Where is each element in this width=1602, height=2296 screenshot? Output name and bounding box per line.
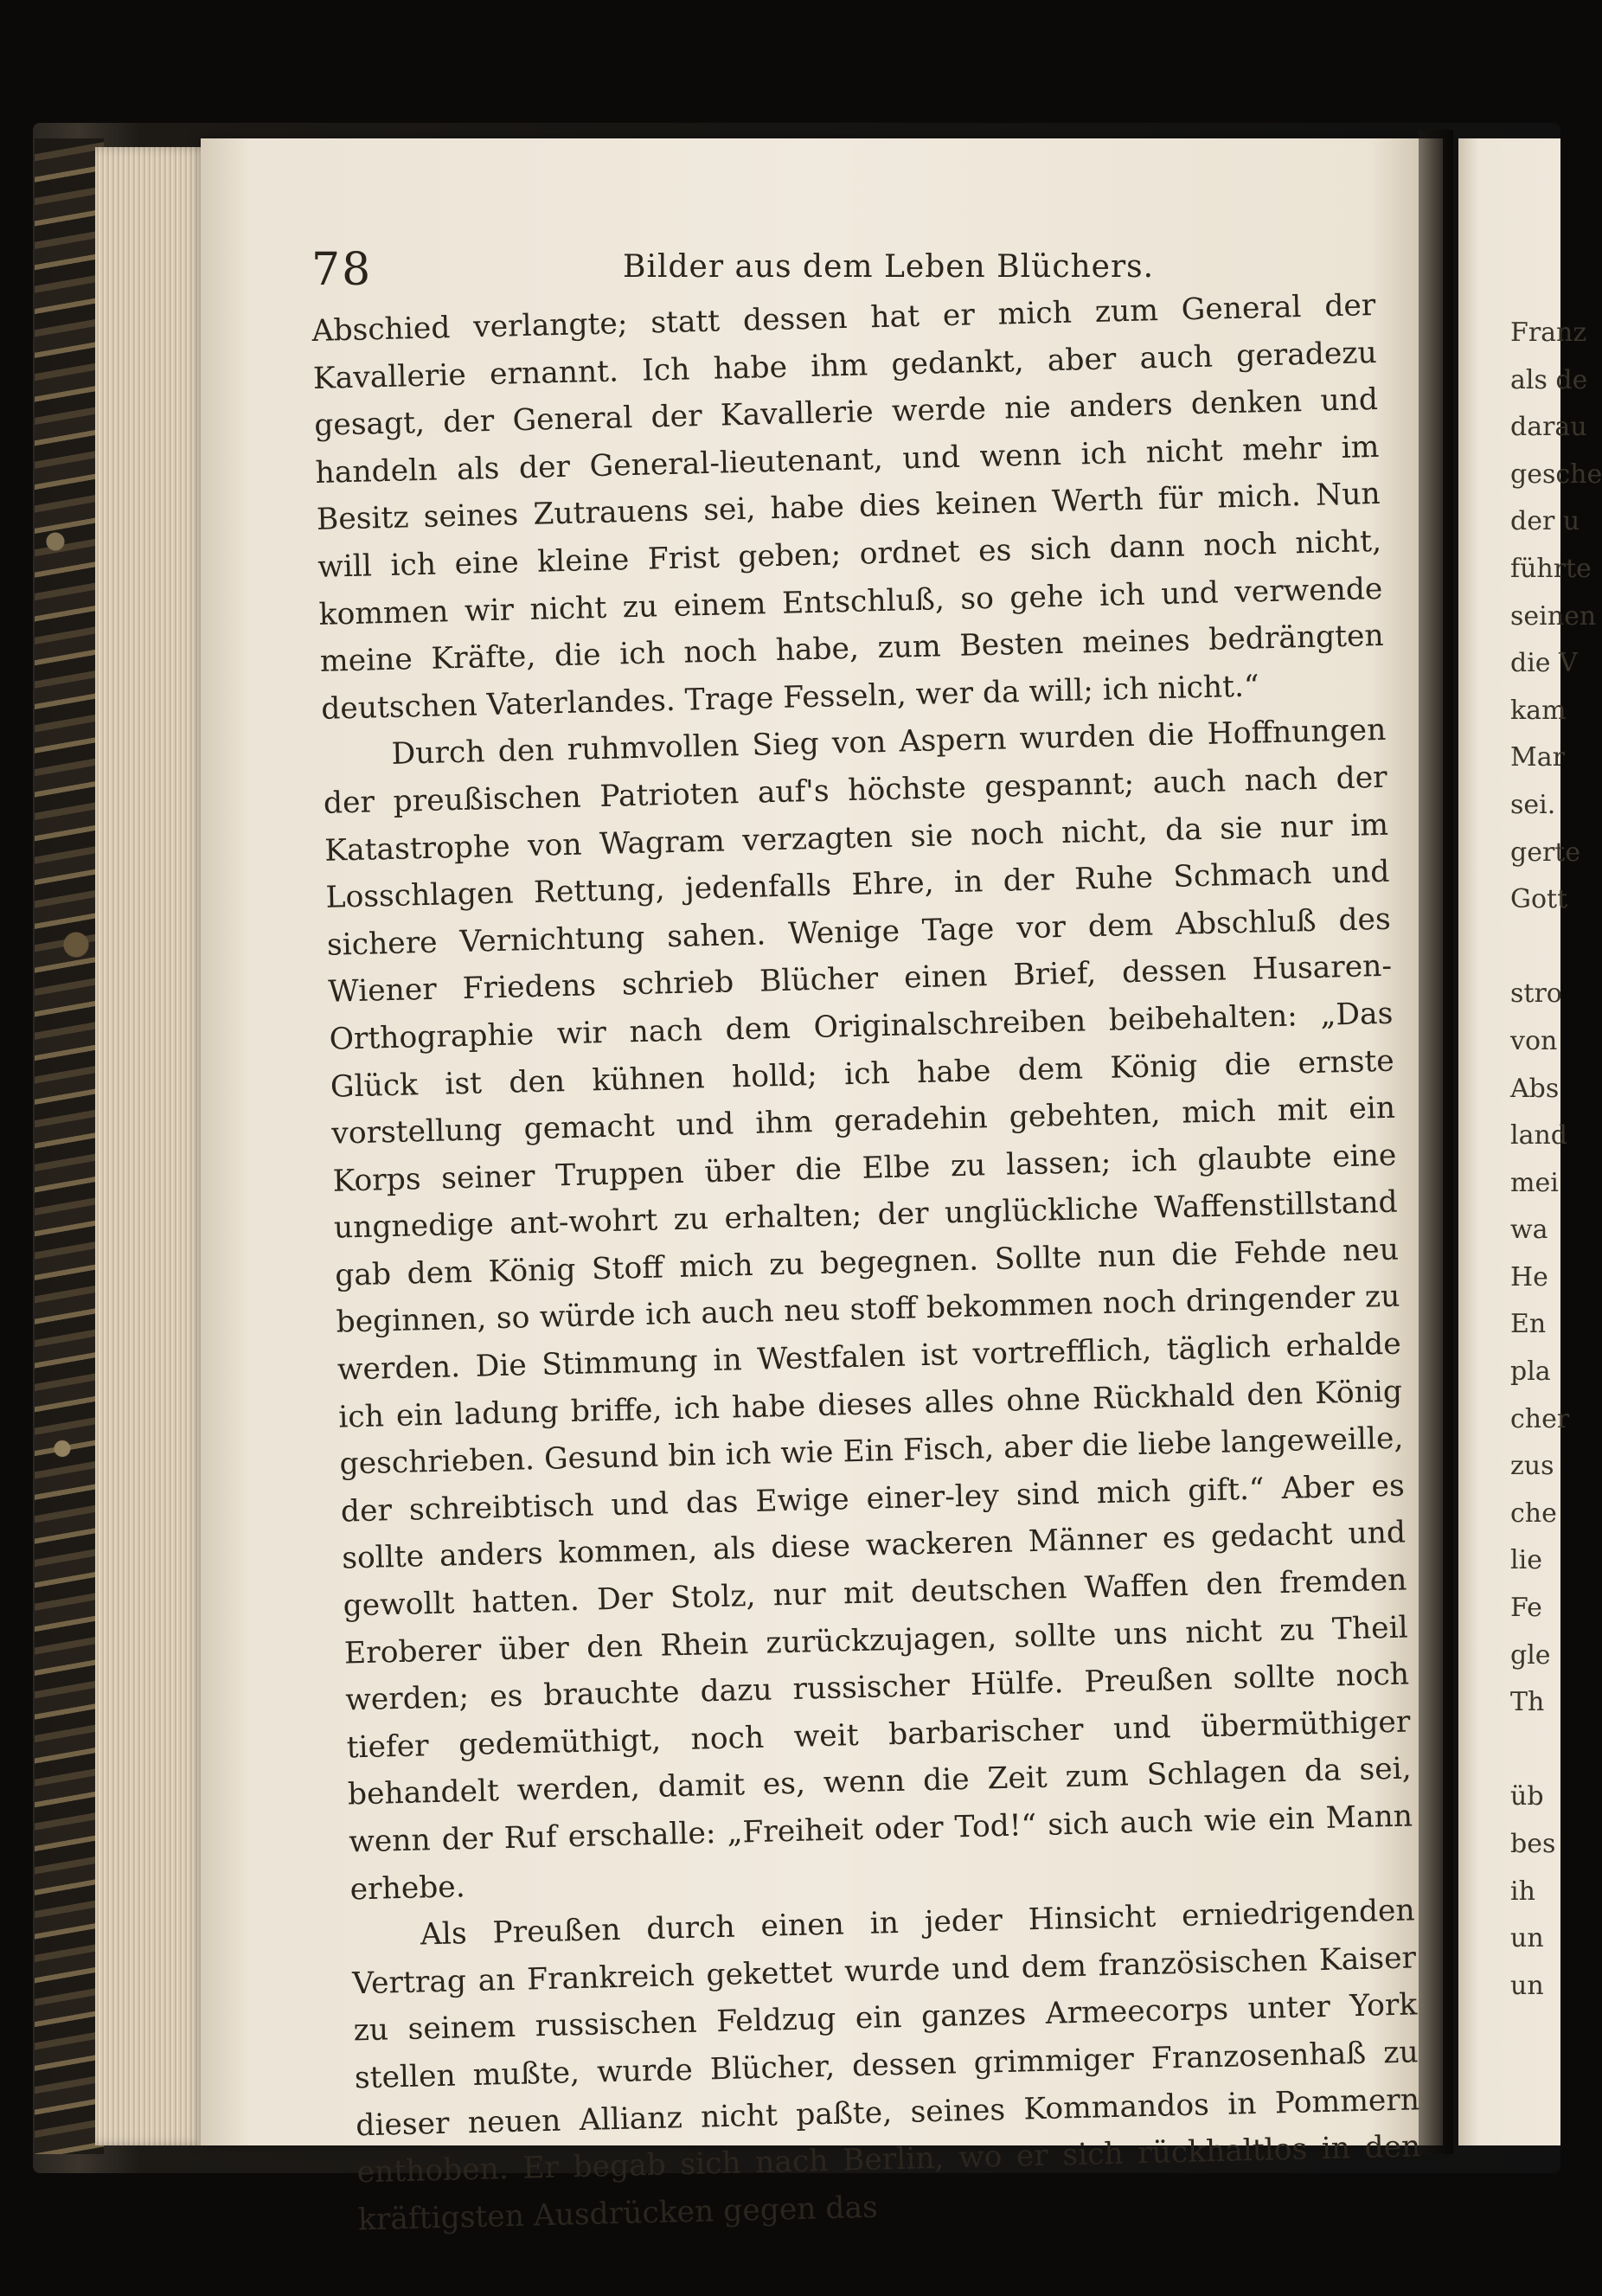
facing-fragment: gerte [1510, 837, 1581, 868]
facing-fragment: cher [1510, 1403, 1570, 1434]
facing-fragment: pla [1510, 1356, 1551, 1388]
facing-page-text [1510, 310, 1602, 2010]
facing-fragment: bes [1510, 1829, 1556, 1859]
facing-fragment: stro [1510, 978, 1562, 1010]
paragraph-1: Abschied verlangte; statt dessen hat er mich zum General der Kavallerie ernannt. Ich habe ihm gedankt, aber auch geradezu gesagt, der General der Kavallerie werde nie anders denken und handeln als der General-lieutenant, und wenn ich nicht mehr im Besitz seines Zutrauens sei, habe dies keinen Werth für mich. Nun will ich eine kleine Frist geben; ordnet es sich dann noch nicht, kommen wir nicht zu einem Entschluß, so gehe ich und verwende meine Kräfte, die ich noch habe, zum Besten meines bedrängten deutschen Vaterlandes. Trage Fesseln, wer da will; ich nicht.“ [311, 287, 1385, 727]
facing-fragment: von [1510, 1025, 1558, 1056]
facing-fragment: der u [1510, 506, 1580, 537]
facing-fragment: En [1510, 1309, 1547, 1340]
facing-fragment: zus [1510, 1451, 1554, 1482]
facing-fragment: Th [1510, 1687, 1545, 1718]
facing-fragment: ih [1510, 1876, 1535, 1907]
facing-fragment: Abs [1510, 1073, 1560, 1104]
facing-fragment: führte [1510, 553, 1592, 584]
marbled-endpaper [35, 138, 104, 2154]
facing-fragment: seinen [1510, 600, 1597, 632]
facing-fragment: wa [1510, 1215, 1548, 1246]
facing-fragment: Gott [1510, 884, 1568, 915]
facing-fragment [1510, 924, 1560, 972]
facing-fragment: He [1510, 1261, 1548, 1292]
body-text [311, 282, 1421, 2238]
facing-fragment: Franz [1510, 317, 1587, 348]
running-head: Bilder aus dem Leben Blüchers. [623, 249, 1155, 285]
facing-fragment: sei. [1510, 789, 1556, 820]
facing-fragment: land [1510, 1120, 1568, 1151]
paragraph-2: Durch den ruhmvollen Sieg von Aspern wurden die Hoffnungen der preußischen Patrioten auf's höchste gespannt; auch nach der Katastrophe von Wagram verzagten sie noch nicht, da sie nur im Losschlagen Rettung, jedenfalls Ehre, in der Ruhe Schmach und sichere Vernichtung sahen. Wenige Tage vor dem Abschluß des Wiener Friedens schrieb Blücher einen Brief, dessen Husaren-Orthographie wir nach dem Originalschreiben beibehalten: „Das Glück ist den kühnen holld; ich habe dem König die ernste vorstellung gemacht und ihm geradehin gebehten, mich mit ein Korps seiner Truppen über die Elbe zu lassen; ich glaubte eine ungnedige ant-wohrt zu erhalten; der unglückliche Waffenstillstand gab dem König Stoff mich zu begegnen. Sollte nun die Fehde neu beginnen, so würde ich auch neu stoff bekommen noch dringender zu werden. Die Stimmung in Westfalen ist vortrefflich, täglich erhalde ich ein ladung briffe, ich habe dieses alles ohne Rückhald den König geschrieben. Gesund bin ich wie Ein Fisch, aber die liebe langeweille, der schreibtisch und das Ewige einer-ley sind mich gift.“ Aber es sollte anders kommen, als diese wackeren Männer es gedacht und gewollt hatten. Der Stolz, nur mit deutschen Waffen den fremden Eroberer über den Rhein zurückzujagen, sollte uns nicht zu Theil werden; es brauchte dazu russischer Hülfe. Preußen sollte noch tiefer gedemüthigt, noch weit barbarischer und übermüthiger behandelt werden, damit es, wenn die Zeit zum Schlagen da sei, wenn der Ruf erschalle: „Freiheit oder Tod!“ sich auch wie ein Mann erhebe. [323, 713, 1413, 1908]
facing-fragment: gle [1510, 1639, 1551, 1671]
facing-fragment [1510, 1727, 1560, 1774]
book-gutter [1419, 130, 1453, 2154]
facing-fragment: als de [1510, 364, 1588, 395]
facing-fragment: mei [1510, 1167, 1559, 1198]
facing-fragment: darau [1510, 412, 1587, 443]
facing-fragment: Fe [1510, 1593, 1542, 1624]
page-number: 78 [311, 244, 373, 296]
facing-fragment: un [1510, 1970, 1544, 2001]
facing-fragment: un [1510, 1923, 1544, 1954]
facing-fragment: kam [1510, 695, 1567, 726]
facing-fragment: die V [1510, 648, 1578, 679]
facing-fragment: üb [1510, 1781, 1544, 1812]
facing-fragment: gesche [1510, 459, 1602, 490]
facing-fragment: che [1510, 1498, 1557, 1529]
facing-fragment: lie [1510, 1545, 1542, 1576]
facing-fragment: Mar [1510, 742, 1565, 773]
paragraph-3: Als Preußen durch einen in jeder Hinsicht erniedrigenden Vertrag an Frankreich gekettet wurde und dem französischen Kaiser zu seinem russischen Feldzug ein ganzes Armeecorps unter York stellen mußte, wurde Blücher, dessen grimmiger Franzosenhaß zu dieser neuen Allianz nicht paßte, seines Kommandos in Pommern enthoben. Er begab sich nach Berlin, wo er sich rückhaltlos in den kräftigsten Ausdrücken gegen das [351, 1893, 1421, 2238]
